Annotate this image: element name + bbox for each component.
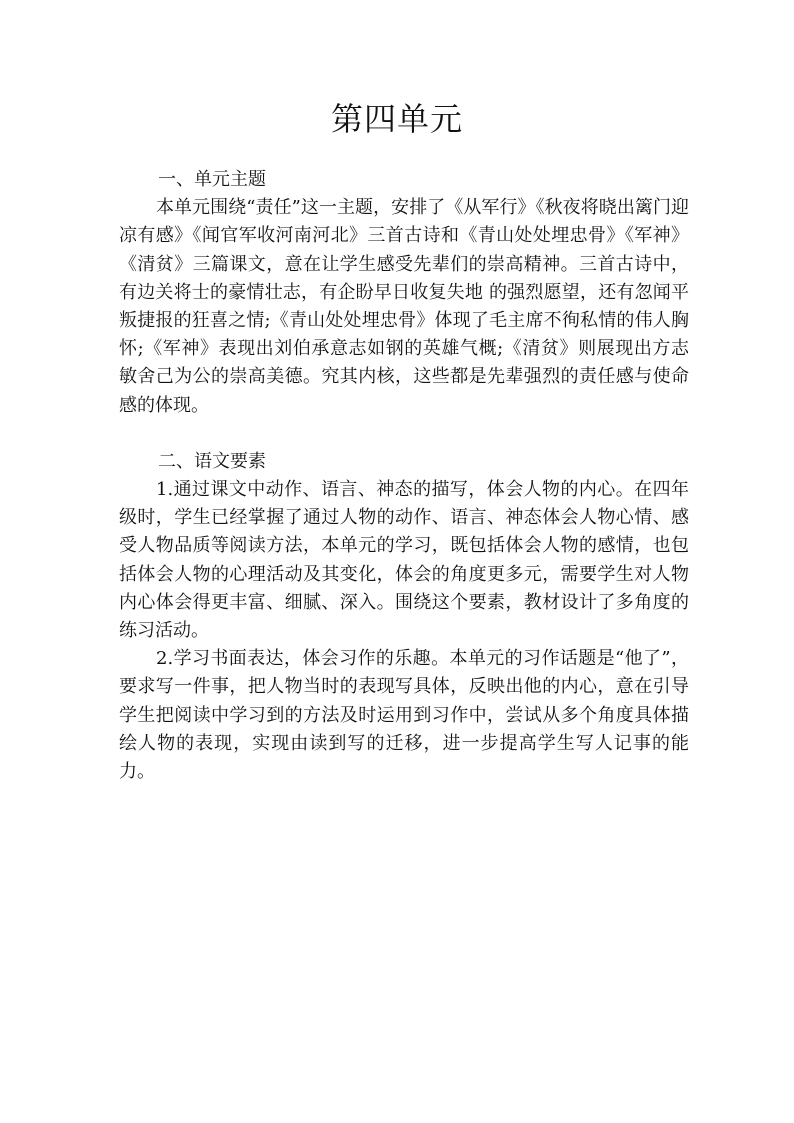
- section-unit-theme: [119, 166, 689, 420]
- section-spacer: [119, 420, 689, 448]
- section-heading: 一、单元主题: [158, 169, 266, 190]
- section-paragraph: 2.学习书面表达，体会习作的乐趣。本单元的习作话题是“他了”，要求写一件事，把人物当时的表现写具体，反映出他的内心，意在引导学生把阅读中学习到的方法及时运用到习作中，尝试从多个角度具体描绘人物的表现，实现由读到写的迁移，进一步提高学生写人记事的能力。: [119, 648, 689, 783]
- document-body: [119, 166, 689, 786]
- page-title: 第四单元: [330, 100, 463, 138]
- section-heading: 二、语文要素: [158, 450, 266, 472]
- section-language-elements: [119, 448, 689, 786]
- section-paragraph: 1.通过课文中动作、语言、神态的描写，体会人物的内心。在四年级时，学生已经掌握了通过人物的动作、语言、神态体会人物心情、感受人物品质等阅读方法，本单元的学习，既包括体会人物的感情，也包括体会人物的心理活动及其变化，体会的角度更多元，需要学生对人物内心体会得更丰富、细腻、深入。围绕这个要素，教材设计了多角度的练习活动。: [119, 479, 689, 642]
- section-paragraph: 本单元围绕“责任”这一主题，安排了《从军行》《秋夜将晓出篱门迎凉有感》《闻官军收河南河北》三首古诗和《青山处处埋忠骨》《军神》《清贫》三篇课文，意在让学生感受先辈们的崇高精神。三首古诗中，有边关将士的豪情壮志，有企盼早日收复失地 的强烈愿望，还有忽闻平叛捷报的狂喜之情;《青山处处埋忠骨》体现了毛主席不徇私情的伟人胸怀;《军神》表现出刘伯承意志如钢的英雄气概;《清贫》则展现出方志敏舍己为公的崇高美德。究其内核，这些都是先辈强烈的责任感与使命感的体现。: [119, 197, 689, 416]
